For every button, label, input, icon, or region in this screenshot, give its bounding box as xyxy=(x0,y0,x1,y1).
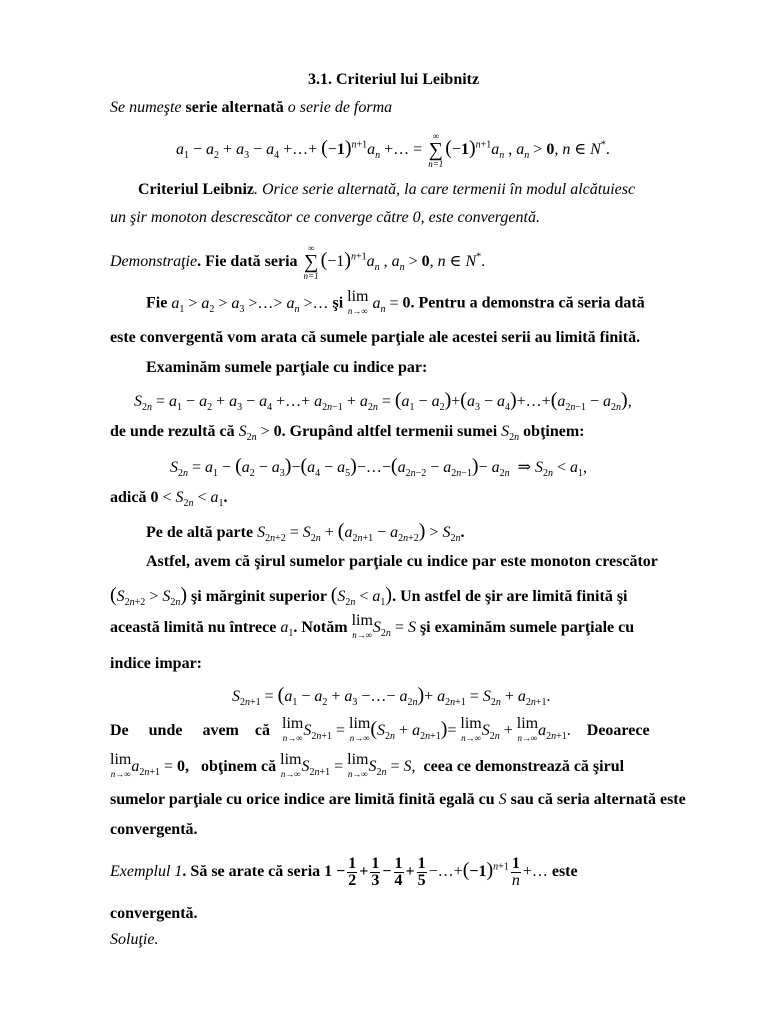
p3-b: . Grupând altfel termenii sumei xyxy=(281,423,498,440)
proof-p6-line-3: această limită nu întrece $a_1$. Notăm lim n→∞ $S_{2n} = S$ şi examinăm sumele parţiale cu xyxy=(110,612,635,641)
criterion-title: Criteriul Leibniz xyxy=(138,181,254,198)
proof-intro-text: . Fie dată seria xyxy=(197,253,298,270)
p9-b: sau că seria alternată este xyxy=(510,791,686,808)
proof-p6-line-1: Astfel, avem că şirul sumelor parţiale cu indice par este monoton crescător xyxy=(146,553,658,570)
p7-b: unde xyxy=(148,722,183,739)
proof-p6-line-2: $(S_{2n+2} > S_{2n})$ şi mărginit superior $(S_{2n} < a_1)$. Un astfel de şir are limită finită şi xyxy=(110,584,628,609)
definition-term: serie alternată xyxy=(185,99,284,116)
p7-c: avem xyxy=(202,722,239,739)
p3-c: obţinem: xyxy=(523,423,585,440)
formula-even-partial-sum: $S_{2n} = a_1 - a_2 + a_3 - a_4$ +…+ $a_{2n-1} + a_{2n} = (a_1 - a_2)+(a_3$ − $a_4)+\dots+(a_{2n-1} - a_{2n})$, xyxy=(134,389,632,414)
formula-alternating-series: $a_1 - a_2 + a_3 - a_4$ +…+ $(-1)^{n+1}a_n$ +… = ∞ ∑ n=1 $(-1)^{n+1}a_n$ , $a_n > 0$, n ∈ N*. xyxy=(176,131,610,170)
p7-e: Deoarece xyxy=(586,722,650,739)
p8-a: obţinem că xyxy=(201,758,277,775)
p6-l3-c: şi examinăm sumele parţiale cu xyxy=(419,619,635,636)
p5-a: Pe de altă parte xyxy=(146,524,254,541)
formula-regrouped-sum: $S_{2n} = a_1 - (a_2 - a_3)-(a_4$ − $a_5)-\dots-(a_{2n-2} - a_{2n-1})- a_{2n}$ ⇒ $S_{2n} < a_1$, xyxy=(170,455,588,480)
criterion-line-2: un şir monoton descrescător ce converge către 0, este convergentă. xyxy=(110,209,540,226)
p7-a: De xyxy=(110,722,129,739)
proof-intro: Demonstraţie. Fie dată seria ∞ ∑ n=1 $(-1)^{n+1}a_n$ , $a_n > 0$, n ∈ N*. xyxy=(110,243,486,282)
proof-paragraph-2: Examinăm sumele parţiale cu indice par: xyxy=(146,359,428,376)
p6-l2-a: şi mărginit superior xyxy=(191,588,327,605)
fie-word: Fie xyxy=(146,294,168,312)
p4-a: adică xyxy=(110,489,147,506)
p3-a: de unde rezultă că xyxy=(110,423,235,440)
example-solution: Soluţie. xyxy=(110,931,159,948)
proof-p6-line-4: indice impar: xyxy=(110,655,202,672)
proof-paragraph-5: Pe de altă parte $S_{2n+2} = S_{2n} + (a_{2n+1} - a_{2n+2}) > S_{2n}$. xyxy=(146,520,465,545)
proof-paragraph-8: lim n→∞ $a_{2n+1} = 0$, obţinem că lim n→∞ $S_{2n+1}$ = lim n→∞ $S_{2n} = S$, ceea ce demonstrează că şirul xyxy=(110,751,625,780)
p9-a: sumelor parţiale cu orice indice are limită finită egală cu xyxy=(110,791,495,808)
p6-l2-b: . Un astfel de şir are limită finită şi xyxy=(392,588,628,605)
formula-odd-partial-sum: $S_{2n+1} = (a_1 - a_2 + a_3$ −…− $a_{2n})+ a_{2n+1} = S_{2n} + a_{2n+1}$. xyxy=(232,684,551,709)
definition-post: o serie de forma xyxy=(283,99,393,116)
example-tail: este xyxy=(551,863,578,880)
proof-paragraph-9: sumelor parţiale cu orice indice are limită finită egală cu S sau că seria alternată este xyxy=(110,791,686,808)
proof-p1-tail: . Pentru a demonstra că seria dată xyxy=(410,294,645,312)
criterion-line-1 xyxy=(138,180,635,200)
p8-b: ceea ce demonstrează că şirul xyxy=(423,758,625,775)
example-line: Exemplul 1. Să se arate că seria 1 − $\frac{1}{2}$ + $\frac{1}{3}$ − $\frac{1}{4}$ + $\frac{1}{5}$ $-\dots+(-1)^{n+1}$ $\frac{1}{n}$ +… este xyxy=(110,854,578,889)
proof-p1-line-2: este convergentă vom arata că sumele parţiale ale acestei serii au limită finită. xyxy=(110,329,641,346)
p7-d: că xyxy=(254,722,270,739)
proof-paragraph-4: adică $0 < S_{2n} < a_1$. xyxy=(110,489,228,510)
proof-paragraph-7: De unde avem că lim n→∞ $S_{2n+1}$ = lim n→∞ $(S_{2n} + a_{2n+1})=$ lim n→∞ $S_{2n}$ + lim n→∞ $a_{2n+1}$. Deoarece xyxy=(110,715,650,744)
proof-paragraph-1: Fie $a_1 > a_2 > a_3$ >…> $a_n$ >… şi lim n→∞ $a_n = 0$. Pentru a demonstra că seria dată xyxy=(146,288,645,316)
p6-l3-a: această limită nu întrece xyxy=(110,619,277,636)
proof-paragraph-10: convergentă. xyxy=(110,821,198,838)
si-word: şi xyxy=(332,294,344,312)
definition-pre: Se numeşte xyxy=(110,99,186,116)
example-line-2: convergentă. xyxy=(110,905,198,922)
proof-label: Demonstraţie xyxy=(110,253,198,270)
example-text: . Să se arate că seria xyxy=(182,863,321,880)
proof-paragraph-3: de unde rezultă că $S_{2n} > 0$. Grupând altfel termenii sumei $S_{2n}$ obţinem: xyxy=(110,423,585,444)
example-label: Exemplul 1 xyxy=(110,863,183,880)
definition-line xyxy=(110,98,392,118)
p6-l3-b: . Notăm xyxy=(293,619,348,636)
criterion-text-1: . Orice serie alternată, la care termenii în modul alcătuiesc xyxy=(253,181,636,198)
section-heading: 3.1. Criteriul lui Leibnitz xyxy=(308,71,480,88)
